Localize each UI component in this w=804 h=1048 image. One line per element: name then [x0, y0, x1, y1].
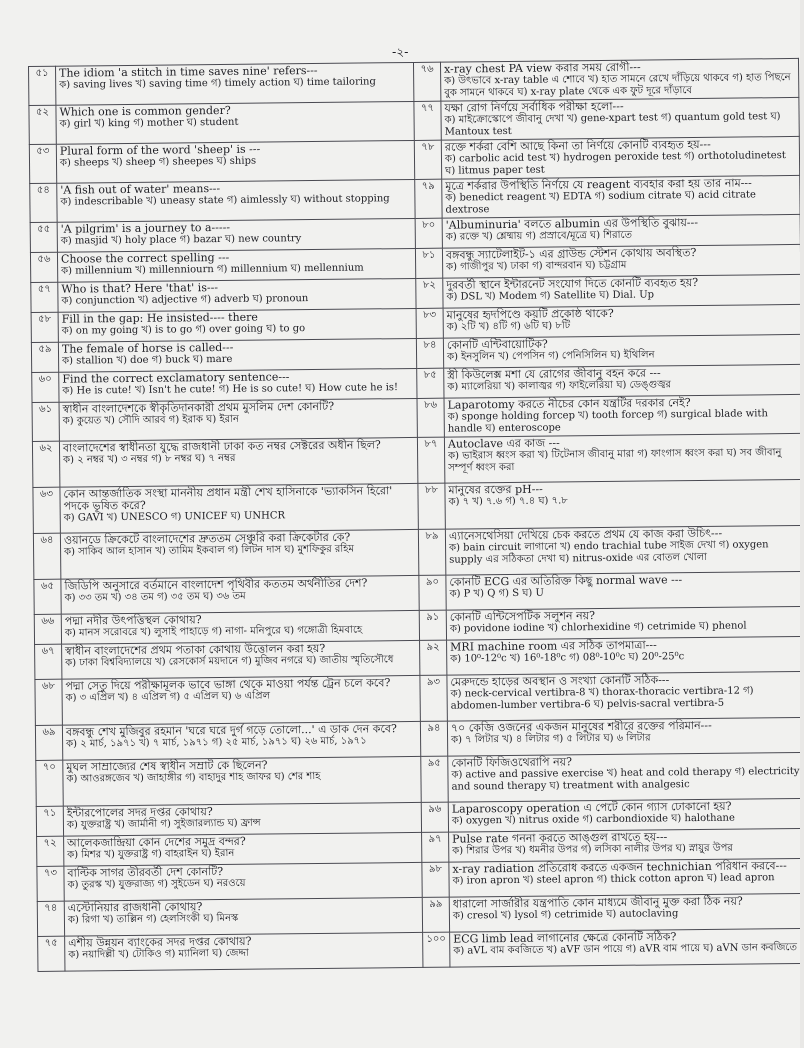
- question-number: ৫৪: [30, 183, 57, 222]
- question-number: ৯৫: [421, 756, 448, 802]
- question-cell: [444, 394, 800, 437]
- question-row: [33, 479, 800, 533]
- question-options: ক) oxygen খ) nitrus oxide গ) carbondioxide ঘ) halothane: [451, 812, 735, 827]
- question-cell: [442, 214, 800, 248]
- question-options: ক) মিশর খ) যুক্তরাষ্ট্র গ) বাহরাইন ঘ) ইরান: [67, 847, 235, 861]
- question-cell: [444, 364, 800, 398]
- question-options: ক) নয়াদিল্লী খ) টোকিও গ) ম্যানিলা ঘ) জেদ্দা: [68, 947, 249, 961]
- question-cell: [61, 575, 419, 614]
- question-text: মানুষের হৃদপিণ্ডে কয়টি প্রকোষ্ঠ থাকে?: [446, 306, 614, 322]
- question-options: ক) masjid খ) holy place গ) bazar ঘ) new country: [60, 233, 302, 247]
- question-cell: [59, 398, 417, 441]
- question-cell: [64, 832, 422, 866]
- question-text: স্বাধীন বাংলাদেশকে স্বীকৃতিদানকারী প্রথম মুসলিম দেশ কোনটি?: [62, 399, 335, 416]
- question-options: ক) sponge holding forcep খ) tooth forcep গ) surgical blade with handle ঘ) enteroscope: [447, 408, 768, 435]
- question-cell: [57, 218, 415, 252]
- question-text: ধারালো সার্জারীর যন্ত্রপাতি কোন মাধ্যমে জীবানু মুক্ত করা ঠিক নয়?: [452, 894, 743, 911]
- question-number: ৫৬: [30, 252, 57, 282]
- question-row: [36, 752, 800, 806]
- question-options: ক) He is cute! খ) Isn't he cute! গ) He is so cute! ঘ) How cute he is!: [62, 382, 399, 397]
- question-number: ৮৮: [418, 483, 445, 529]
- question-options: ক) আওরঙ্গজেব খ) জাহাঙ্গীর গ) বাহাদুর শাহ জাফর ঘ) শের শাহ: [66, 770, 321, 785]
- question-text: Laparoscopy operation এ পেটে কোন গ্যাস ঢোকানো হয়?: [451, 799, 732, 816]
- question-options: ক) active and passive exercise খ) heat and cold therapy গ) electricity and sound therapy ঘ) treatment with analgesic: [451, 765, 800, 793]
- question-options: ক) ৩ এপ্রিল খ) ৪ এপ্রিল গ) ৫ এপ্রিল ঘ) ৬ এপ্রিল: [65, 690, 271, 704]
- question-number: ৭৮: [414, 140, 441, 179]
- question-cell: [57, 248, 415, 282]
- question-table: [28, 58, 800, 972]
- question-number: ৬৮: [35, 679, 62, 725]
- question-row: [38, 928, 800, 971]
- question-number: ৮৭: [417, 437, 444, 483]
- question-text: বঙ্গবন্ধু স্যাটেলাইট-১ এর গ্রাউন্ড স্টেশন কোথায় অবস্থিত?: [445, 246, 697, 262]
- question-cell: [449, 828, 800, 862]
- question-number: ৯৭: [422, 832, 449, 862]
- question-options: ক) stallion খ) doe গ) buck ঘ) mare: [62, 353, 233, 367]
- question-cell: [446, 571, 800, 610]
- question-cell: [64, 897, 422, 936]
- question-number: ৭৩: [37, 866, 64, 901]
- question-row: [33, 525, 800, 579]
- question-cell: [444, 433, 800, 483]
- question-number: ৫১: [29, 66, 56, 105]
- question-cell: [440, 58, 798, 101]
- question-cell: [62, 721, 420, 760]
- question-cell: [57, 179, 415, 222]
- question-text: x-ray radiation প্রতিরোধ করতে একজন technichian পরিধান করবে---: [452, 859, 787, 876]
- question-cell: [448, 798, 800, 832]
- question-text: 'A pilgrim' is a journey to a-----: [60, 220, 231, 236]
- question-text: ইন্টারপোলের সদর দপ্তর কোথায়?: [66, 805, 213, 820]
- question-cell: [58, 308, 416, 342]
- question-number: ৭২: [37, 836, 64, 866]
- question-number: ৭৬: [413, 62, 440, 101]
- question-options: ক) P খ) Q গ) S ঘ) U: [449, 587, 544, 600]
- question-options: ক) ২টি খ) ৪টি গ) ৬টি ঘ) ৮টি: [446, 320, 571, 333]
- question-number: ৬৫: [34, 579, 61, 614]
- question-options: ক) ২ মার্চ, ১৯৭১ খ) ৭ মার্চ, ১৯৭১ গ) ২৫ মার্চ, ১৯৭১ ঘ) ২৬ মার্চ, ১৯৭১: [66, 735, 367, 750]
- question-text: এ্যানেসথেসিয়া দেখিয়ে চেক করতে প্রথম যে কাজ করা উচিৎ---: [448, 526, 723, 543]
- question-number: ৭০: [36, 760, 63, 806]
- question-text: Laparotomy করতে নীচের কোন যন্ত্রটির দরকার নেই?: [447, 396, 691, 412]
- question-options: ক) যুক্তরাষ্ট্র খ) জার্মানী গ) সুইজারল্যান্ড ঘ) ফ্রান্স: [66, 817, 261, 831]
- question-options: ক) girl খ) king গ) mother ঘ) student: [59, 116, 239, 130]
- question-text: দুরবর্তী স্থানে ইন্টারনেট সংযোগ দিতে কোনটি ব্যবহৃত হয়?: [446, 275, 699, 292]
- question-number: ৯৮: [422, 862, 449, 897]
- question-number: ৬৬: [34, 614, 61, 644]
- question-text: জিডিপি অনুসারে বর্তমানে বাংলাদেশ পৃথিবীর কততম অর্থনীতির দেশ?: [64, 576, 368, 593]
- question-options: ক) GAVI খ) UNESCO গ) UNICEF ঘ) UNHCR: [63, 510, 286, 524]
- question-cell: [58, 278, 416, 312]
- question-text: যক্ষা রোগ নির্ণয়ে সর্বাধিক পরীক্ষা হলো---: [444, 99, 624, 115]
- question-text: কোন আন্তর্জাতিক সংস্থা মাননীয় প্রধান মন্ত্রী শেখ হাসিনাকে 'ভ্যাকসিন হিরো' পদকে ভূষিত করে?: [63, 484, 393, 513]
- question-cell: [449, 858, 800, 897]
- question-cell: [442, 175, 800, 218]
- question-options: ক) ঢাকা বিশ্ববিদ্যালয়ে খ) রেসকোর্স ময়দানে গ) মুজিব নগরে ঘ) জাতীয় স্মৃতিসৌধে: [65, 654, 394, 669]
- question-options: ক) millennium খ) millenniourn গ) millennium ঘ) mellennium: [61, 262, 364, 277]
- question-row: [32, 433, 800, 487]
- question-options: ক) 10⁰-12⁰c খ) 16⁰-18⁰c গ) 08⁰-10⁰c ঘ) 20⁰-25⁰c: [450, 651, 685, 665]
- question-options: ক) রক্তে খ) শ্লেষ্মায় গ) প্রস্রাবে/মূত্রে ঘ) শিরাতে: [445, 229, 633, 243]
- question-options: ক) ৭ খ) ৭.৬ গ) ৭.৪ ঘ) ৭.৮: [448, 495, 568, 508]
- question-number: ৮০: [415, 218, 442, 248]
- question-number: ৬৪: [33, 533, 60, 579]
- question-number: ৮৯: [418, 529, 445, 575]
- question-options: ক) রিগা খ) তাল্লিন গ) হেলসিংকী ঘ) মিনস্ক: [67, 912, 239, 926]
- question-cell: [62, 675, 420, 725]
- question-options: ক) sheeps খ) sheep গ) sheepes ঘ) ships: [59, 155, 257, 169]
- question-text: বাল্টিক সাগর তীরবর্তী দেশ কোনটি?: [67, 865, 224, 880]
- question-text: Autoclave এর কাজ ---: [447, 436, 560, 451]
- question-options: ক) on my going খ) is to go গ) over going ঘ) to go: [61, 323, 306, 337]
- question-text: কোনটি এন্টিবায়োটিক?: [446, 337, 548, 352]
- question-text: 'Albuminuria' বলতে albumin এর উপস্থিতি বুঝায়---: [445, 215, 699, 232]
- question-options: ক) ৭ লিটার খ) ৪ লিটার গ) ৫ লিটার ঘ) ৬ লিটার: [451, 732, 651, 746]
- question-text: স্বাধীন বাংলাদেশের প্রথম পতাকা কোথায় উত্তোলন করা হয়?: [65, 641, 326, 658]
- question-options: ক) aVL বাম কবজিতে খ) aVF ডান পায়ে গ) aVR বাম পায়ে ঘ) aVN ডান কবজিতে: [453, 941, 797, 957]
- question-number: ৮৫: [417, 368, 444, 398]
- question-text: ওয়ানডে ক্রিকেটে বাংলাদেশের দ্রুততম সেঞ্চুরি করা ক্রিকেটার কে?: [63, 530, 351, 547]
- question-options: ক) কুয়েত খ) সৌদি আরব গ) ইরাক ঘ) ইরান: [62, 413, 240, 427]
- question-cell: [59, 437, 417, 487]
- question-options: ক) ইনসুলিন খ) পেপসিন গ) পেনিসিলিন ঘ) ইথিলিন: [447, 349, 655, 363]
- question-text: কোনটি এন্টিসেপটিক সলুশন নয়?: [449, 609, 596, 624]
- question-options: ক) ভাইরাস ধ্বংস করা খ) টিটেনাস জীবানু মারা গ) ফাংগাস ধ্বংস করা ঘ) সব জীবানু সম্পূর্ণ ধ্বংস করা: [448, 447, 782, 474]
- question-cell: [449, 893, 800, 932]
- question-text: Which one is common gender?: [59, 103, 231, 119]
- question-text: কোনটি ECG এর অতিরিক্ত কিছু normal wave ---: [449, 573, 683, 589]
- question-row: [35, 671, 800, 725]
- question-cell: [59, 368, 417, 402]
- question-options: ক) neck-cervical vertibra-8 খ) thorax-thoracic vertibra-12 গ) abdomen-lumber vertibra-6 ঘ) pelvis-sacral vertibra-5: [450, 685, 754, 712]
- question-number: ৭১: [36, 806, 63, 836]
- question-number: ৫৩: [29, 144, 56, 183]
- question-text: 'A fish out of water' means---: [60, 181, 221, 197]
- question-text: এস্টোনিয়ার রাজধানী কোথায়?: [67, 900, 203, 915]
- question-text: The idiom 'a stitch in time saves nine' refers---: [59, 63, 318, 80]
- question-text: এশীয় উন্নয়ন ব্যাংকের সদর দপ্তর কোথায়?: [68, 934, 252, 950]
- question-cell: [60, 483, 418, 533]
- question-number: ৯২: [420, 640, 447, 675]
- question-text: Plural form of the word 'sheep' is ---: [59, 142, 261, 158]
- question-text: পদ্মা সেতু দিয়ে পরীক্ষামূলক ভাবে ভাঙ্গা থেকে মাওয়া পর্যন্ত ট্রেন চলে কবে?: [65, 676, 391, 693]
- question-options: ক) গাজীপুর খ) ঢাকা গ) বান্দরবান ঘ) চট্টগ্রাম: [446, 259, 627, 273]
- question-cell: [445, 525, 800, 575]
- question-options: ক) iron apron খ) steel apron গ) thick cotton apron ঘ) lead apron: [452, 872, 775, 887]
- question-number: ৯০: [419, 575, 446, 610]
- question-options: ক) ৩৩ তম খ) ৩৪ তম গ) ৩৫ তম ঘ) ৩৬ তম: [64, 590, 246, 604]
- question-text: স্ত্রী কিউলেক্স মশা যে রোগের জীবানু বহন করে ---: [447, 366, 661, 382]
- question-options: ক) মাইক্রোস্কোপে জীবানু দেখা খ) gene-xpart test গ) quantum gold test ঘ) Mantoux test: [444, 111, 781, 138]
- question-cell: [62, 640, 420, 679]
- question-options: ক) সাকিব আল হাসান খ) তামিম ইকবাল গ) লিটন দাস ঘ) মুশফিকুর রহিম: [64, 543, 355, 558]
- question-number: ৮৩: [416, 308, 443, 338]
- question-cell: [447, 717, 800, 756]
- question-cell: [446, 606, 800, 640]
- question-options: ক) conjunction খ) adjective গ) adverb ঘ) pronoun: [61, 293, 309, 307]
- question-options: ক) carbolic acid test খ) hydrogen peroxide test গ) orthotoludinetest ঘ) litmus paper test: [444, 150, 786, 177]
- question-number: ৮১: [415, 248, 442, 278]
- question-cell: [443, 334, 800, 368]
- question-cell: [56, 101, 414, 144]
- question-cell: [442, 244, 800, 278]
- question-text: Find the correct exclamatory sentence---: [62, 370, 290, 386]
- question-text: রক্তে শর্করা বেশি আছে কিনা তা নির্ণয়ে কোনটি ব্যবহৃত হয়---: [444, 137, 711, 154]
- question-text: কোনটি ফিজিওথেরাপি নয়?: [451, 755, 573, 770]
- question-cell: [447, 636, 800, 675]
- question-cell: [63, 756, 421, 806]
- question-cell: [441, 136, 799, 179]
- question-cell: [61, 610, 419, 644]
- question-number: ৫২: [29, 105, 56, 144]
- question-options: ক) DSL খ) Modem গ) Satellite ঘ) Dial. Up: [446, 289, 655, 303]
- question-cell: [445, 479, 800, 529]
- question-number: ৮৬: [417, 398, 444, 437]
- question-number: ৯১: [419, 610, 446, 640]
- question-text: মেরুদন্ডে হাড়ের অবস্থান ও সংখ্যা কোনটি সঠিক---: [450, 673, 670, 689]
- question-number: ৭৪: [37, 901, 64, 936]
- question-options: ক) saving lives খ) saving time গ) timely action ঘ) time tailoring: [59, 76, 376, 91]
- question-options: ক) ম্যালেরিয়া খ) কালাজ্বর গ) ফাইলেরিয়া ঘ) ডেঙ্গুজ্বর: [447, 379, 672, 393]
- question-number: ৭৯: [415, 179, 442, 218]
- question-cell: [64, 862, 422, 901]
- question-cell: [448, 752, 800, 802]
- question-cell: [58, 338, 416, 372]
- question-cell: [65, 932, 423, 971]
- question-text: ৭০ কেজি ওজনের একজন মানুষের শরীরে রক্তের পরিমান---: [450, 718, 712, 735]
- question-text: আলেকজান্দ্রিয়া কোন দেশের সমুদ্র বন্দর?: [67, 834, 246, 850]
- question-cell: [443, 304, 800, 338]
- question-number: ৫৮: [31, 312, 58, 342]
- question-cell: [56, 140, 414, 183]
- question-text: মুঘল সাম্রাজ্যের শেষ স্বাধীন সম্রাট কে ছিলেন?: [66, 758, 268, 774]
- question-text: Choose the correct spelling ---: [60, 250, 230, 266]
- question-number: ৯৪: [420, 721, 447, 756]
- question-number: ৬৭: [35, 644, 62, 679]
- question-cell: [63, 802, 421, 836]
- page-number: -২-: [392, 45, 409, 59]
- question-number: ১০০: [423, 932, 450, 967]
- question-cell: [450, 928, 800, 967]
- question-text: The female of horse is called---: [61, 340, 234, 356]
- question-options: ক) শিরার উপর খ) ধমনীর উপর গ) লসিকা নালীর উপর ঘ) স্নায়ুর উপর: [452, 842, 733, 857]
- question-options: ক) ২ নম্বর খ) ৩ নম্বর গ) ৮ নম্বর ঘ) ৭ নম্বর: [63, 452, 236, 466]
- question-cell: [56, 62, 414, 105]
- question-options: ক) cresol খ) lysol গ) cetrimide ঘ) autoclaving: [452, 908, 679, 922]
- question-text: Pulse rate গননা করতে আঙ্গুল রাখতে হয়---: [452, 830, 668, 846]
- question-number: ৮৪: [416, 338, 443, 368]
- question-number: ৯৩: [420, 675, 447, 721]
- question-options: ক) bain circuit লাগানো খ) endo trachial tube সাইজ দেখা গ) oxygen supply এর সঠিকতা দেখা ঘ) nitrus-oxide এর বোতল খোলা: [449, 539, 769, 566]
- question-number: ৭৫: [38, 936, 65, 971]
- question-number: ৬৩: [33, 487, 60, 533]
- question-text: x-ray chest PA view করার সময় রোগী---: [443, 60, 641, 76]
- question-cell: [443, 274, 800, 308]
- question-number: ৬৯: [35, 725, 62, 760]
- question-text: বঙ্গবন্ধু শেখ মুজিবুর রহমান 'ঘরে ঘরে দুর্গ গড়ে তোলো...' এ ডাক দেন কবে?: [65, 722, 397, 739]
- question-text: মূত্রে শর্করার উপস্থিতি নির্ণয়ে যে reagent ব্যবহার করা হয় তার নাম---: [445, 176, 752, 193]
- question-number: ৬২: [32, 441, 59, 487]
- question-options: ক) benedict reagent খ) EDTA গ) sodium citrate ঘ) acid citrate dextrose: [445, 189, 756, 216]
- question-cell: [447, 671, 800, 721]
- question-number: ৯৬: [421, 802, 448, 832]
- question-number: ৫৭: [31, 282, 58, 312]
- question-text: পদ্মা নদীর উৎপত্তিস্থল কোথায়?: [64, 613, 202, 628]
- question-options: ক) উৎভাবে x-ray table এ শোবে খ) হাত সামনে রেখে দাঁড়িয়ে থাকবে গ) হাত পিছনে বুক সামনে থাকবে ঘ) x-ray plate থেকে এক ফুট দূরে দাঁড়াবে: [444, 72, 791, 99]
- question-text: Fill in the gap: He insisted---- there: [61, 310, 258, 326]
- question-number: ৭৭: [414, 101, 441, 140]
- question-cell: [441, 97, 799, 140]
- question-options: ক) তুরস্ক খ) যুক্তরাজ্য গ) সুইডেন ঘ) নরওয়ে: [67, 877, 246, 891]
- question-number: ৫৫: [30, 222, 57, 252]
- question-number: ৫৯: [31, 342, 58, 372]
- question-number: ৬১: [32, 402, 59, 441]
- question-options: ক) মানস সরোবরে খ) লুসাই পাহাড়ে গ) নাগা- মনিপুরে ঘ) গঙ্গোত্রী হিমবাহে: [64, 624, 363, 639]
- question-text: মানুষের রক্তের pH---: [448, 482, 543, 497]
- question-number: ৮২: [416, 278, 443, 308]
- question-text: বাংলাদেশের স্বাধীনতা যুদ্ধে রাজধানী ঢাকা কত নম্বর সেক্টরের অধীন ছিল?: [62, 438, 381, 455]
- question-options: ক) povidone iodine খ) chlorhexidine গ) cetrimide ঘ) phenol: [449, 620, 747, 635]
- question-options: ক) indescribable খ) uneasy state গ) aimlessly ঘ) without stopping: [60, 193, 390, 208]
- question-number: ৬০: [32, 372, 59, 402]
- question-number: ৯৯: [422, 897, 449, 932]
- question-text: Who is that? Here 'that' is---: [61, 281, 219, 296]
- question-cell: [60, 529, 418, 579]
- question-text: ECG limb lead লাগানোর ক্ষেত্রে কোনটি সঠিক?: [453, 930, 677, 946]
- question-text: MRI machine room এর সঠিক তাপমাত্রা---: [450, 638, 657, 654]
